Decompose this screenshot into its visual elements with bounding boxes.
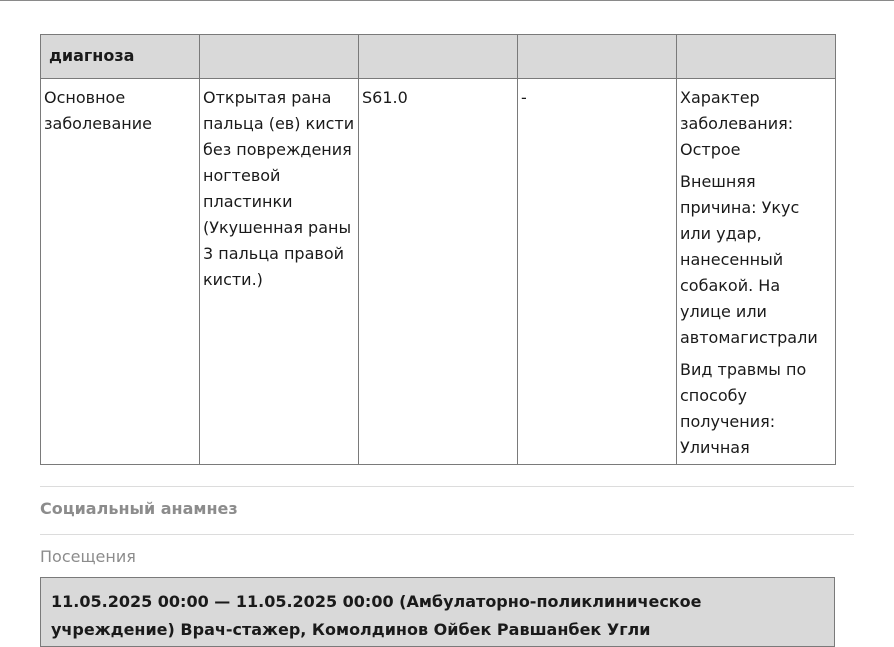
table-row <box>41 79 836 465</box>
section-divider <box>40 534 854 535</box>
visit-record-text: 11.05.2025 00:00 — 11.05.2025 00:00 (Амбулаторно-поликлиническое учреждение) Врач-стажер, Комолдинов Ойбек Равшанбек Угли <box>51 592 702 639</box>
table-header-cell <box>518 35 677 79</box>
injury-type: Вид травмы по способу получения: Уличная <box>680 360 807 457</box>
table-header-cell: диагноза <box>41 35 200 79</box>
diagnosis-code: S61.0 <box>362 88 408 107</box>
diagnosis-description-cell <box>200 79 359 465</box>
table-header-row <box>41 35 836 79</box>
visit-record <box>40 577 835 647</box>
visits-heading: Посещения <box>40 547 136 566</box>
diagnosis-code-cell <box>359 79 518 465</box>
table-header-cell <box>200 35 359 79</box>
social-anamnesis-heading[interactable]: Социальный анамнез <box>40 499 238 518</box>
diagnosis-col4-cell <box>518 79 677 465</box>
diagnosis-type-cell <box>41 79 200 465</box>
diagnosis-description: Открытая рана пальца (ев) кисти без повреждения ногтевой пластинки (Укушенная раны 3 пальца правой кисти.) <box>203 88 355 289</box>
diagnosis-col4-value: - <box>521 88 527 107</box>
section-divider <box>40 486 854 487</box>
table-header-cell <box>359 35 518 79</box>
diagnosis-details-cell <box>677 79 836 465</box>
diagnosis-type: Основное заболевание <box>44 88 152 133</box>
external-cause: Внешняя причина: Укус или удар, нанесенный собакой. На улице или автомагистрали <box>680 172 818 347</box>
table-header-cell <box>677 35 836 79</box>
diagnosis-table <box>40 34 836 465</box>
disease-character: Характер заболевания: Острое <box>680 88 794 159</box>
